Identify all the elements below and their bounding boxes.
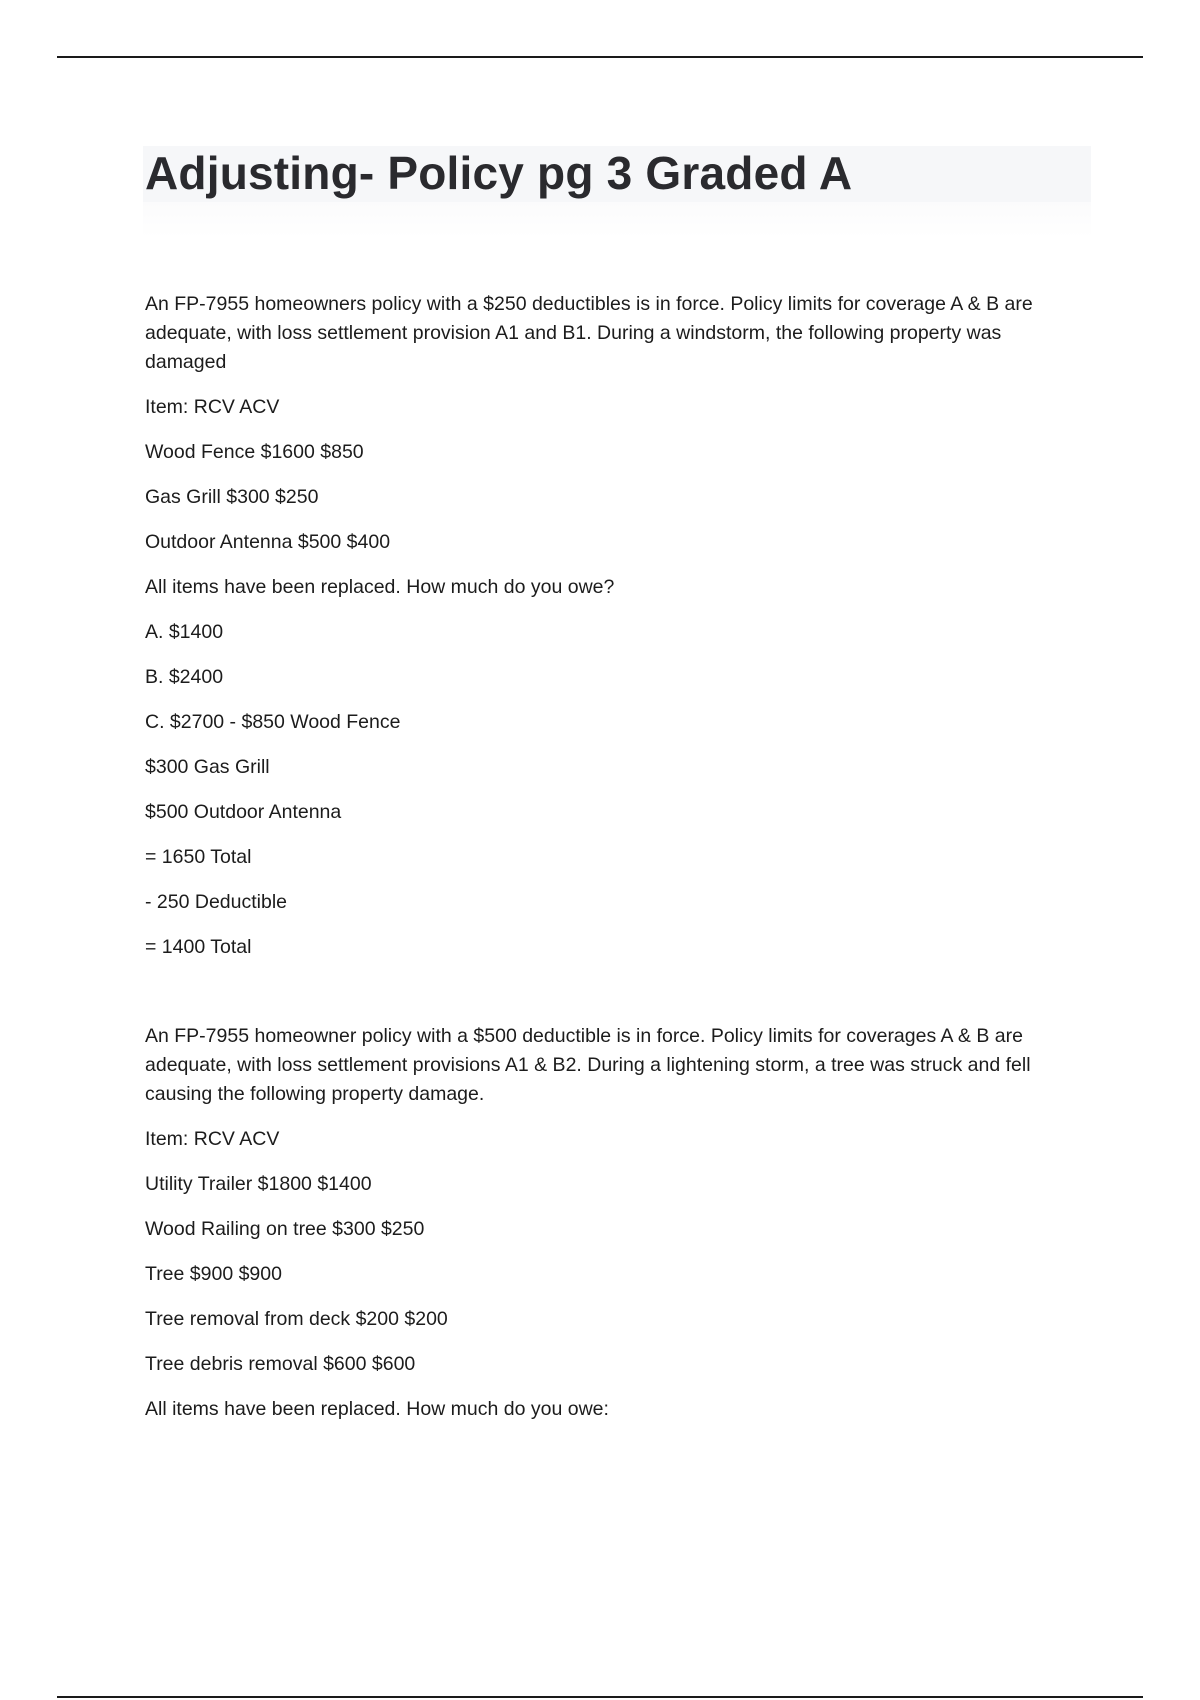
question-1-table-header: Item: RCV ACV	[145, 396, 280, 418]
question-2-prompt: An FP-7955 homeowner policy with a $500 deductible is in force. Policy limits for coverages A & B are adequate, with loss settlement provisions A1 & B2. During a lightening storm, a tree was struck and fell causing the following property damage.	[145, 1025, 1031, 1105]
document-body	[145, 290, 1085, 1440]
question-2-item: Utility Trailer $1800 $1400	[145, 1173, 372, 1195]
question-2-item: Wood Railing on tree $300 $250	[145, 1218, 425, 1240]
question-1	[145, 290, 1085, 962]
question-1-calc-line: - 250 Deductible	[145, 891, 288, 913]
question-1-calc-line: $500 Outdoor Antenna	[145, 801, 342, 823]
question-1-calc-line: $300 Gas Grill	[145, 756, 270, 778]
question-2-item: Tree debris removal $600 $600	[145, 1353, 416, 1375]
section-spacer	[145, 978, 1085, 1022]
bottom-rule	[57, 1696, 1143, 1698]
page-title: Adjusting- Policy pg 3 Graded A	[145, 147, 853, 199]
question-1-prompt: An FP-7955 homeowners policy with a $250 deductibles is in force. Policy limits for coverage A & B are adequate, with loss settlement provision A1 and B1. During a windstorm, the following property was damaged	[145, 293, 1033, 373]
question-2-table-header: Item: RCV ACV	[145, 1128, 280, 1150]
question-2	[145, 1022, 1085, 1424]
question-1-question: All items have been replaced. How much do you owe?	[145, 576, 615, 598]
question-1-option-c: C. $2700 - $850 Wood Fence	[145, 711, 401, 733]
question-1-calc-line: = 1400 Total	[145, 936, 252, 958]
title-highlight-fade	[143, 202, 1091, 238]
question-2-item: Tree $900 $900	[145, 1263, 282, 1285]
question-1-option-b: B. $2400	[145, 666, 224, 688]
question-1-item: Outdoor Antenna $500 $400	[145, 531, 391, 553]
question-1-option-a: A. $1400	[145, 621, 224, 643]
question-1-calc-line: = 1650 Total	[145, 846, 252, 868]
question-2-question: All items have been replaced. How much do you owe:	[145, 1398, 609, 1420]
question-2-item: Tree removal from deck $200 $200	[145, 1308, 448, 1330]
question-1-item: Wood Fence $1600 $850	[145, 441, 364, 463]
question-1-item: Gas Grill $300 $250	[145, 486, 319, 508]
top-rule	[57, 56, 1143, 58]
